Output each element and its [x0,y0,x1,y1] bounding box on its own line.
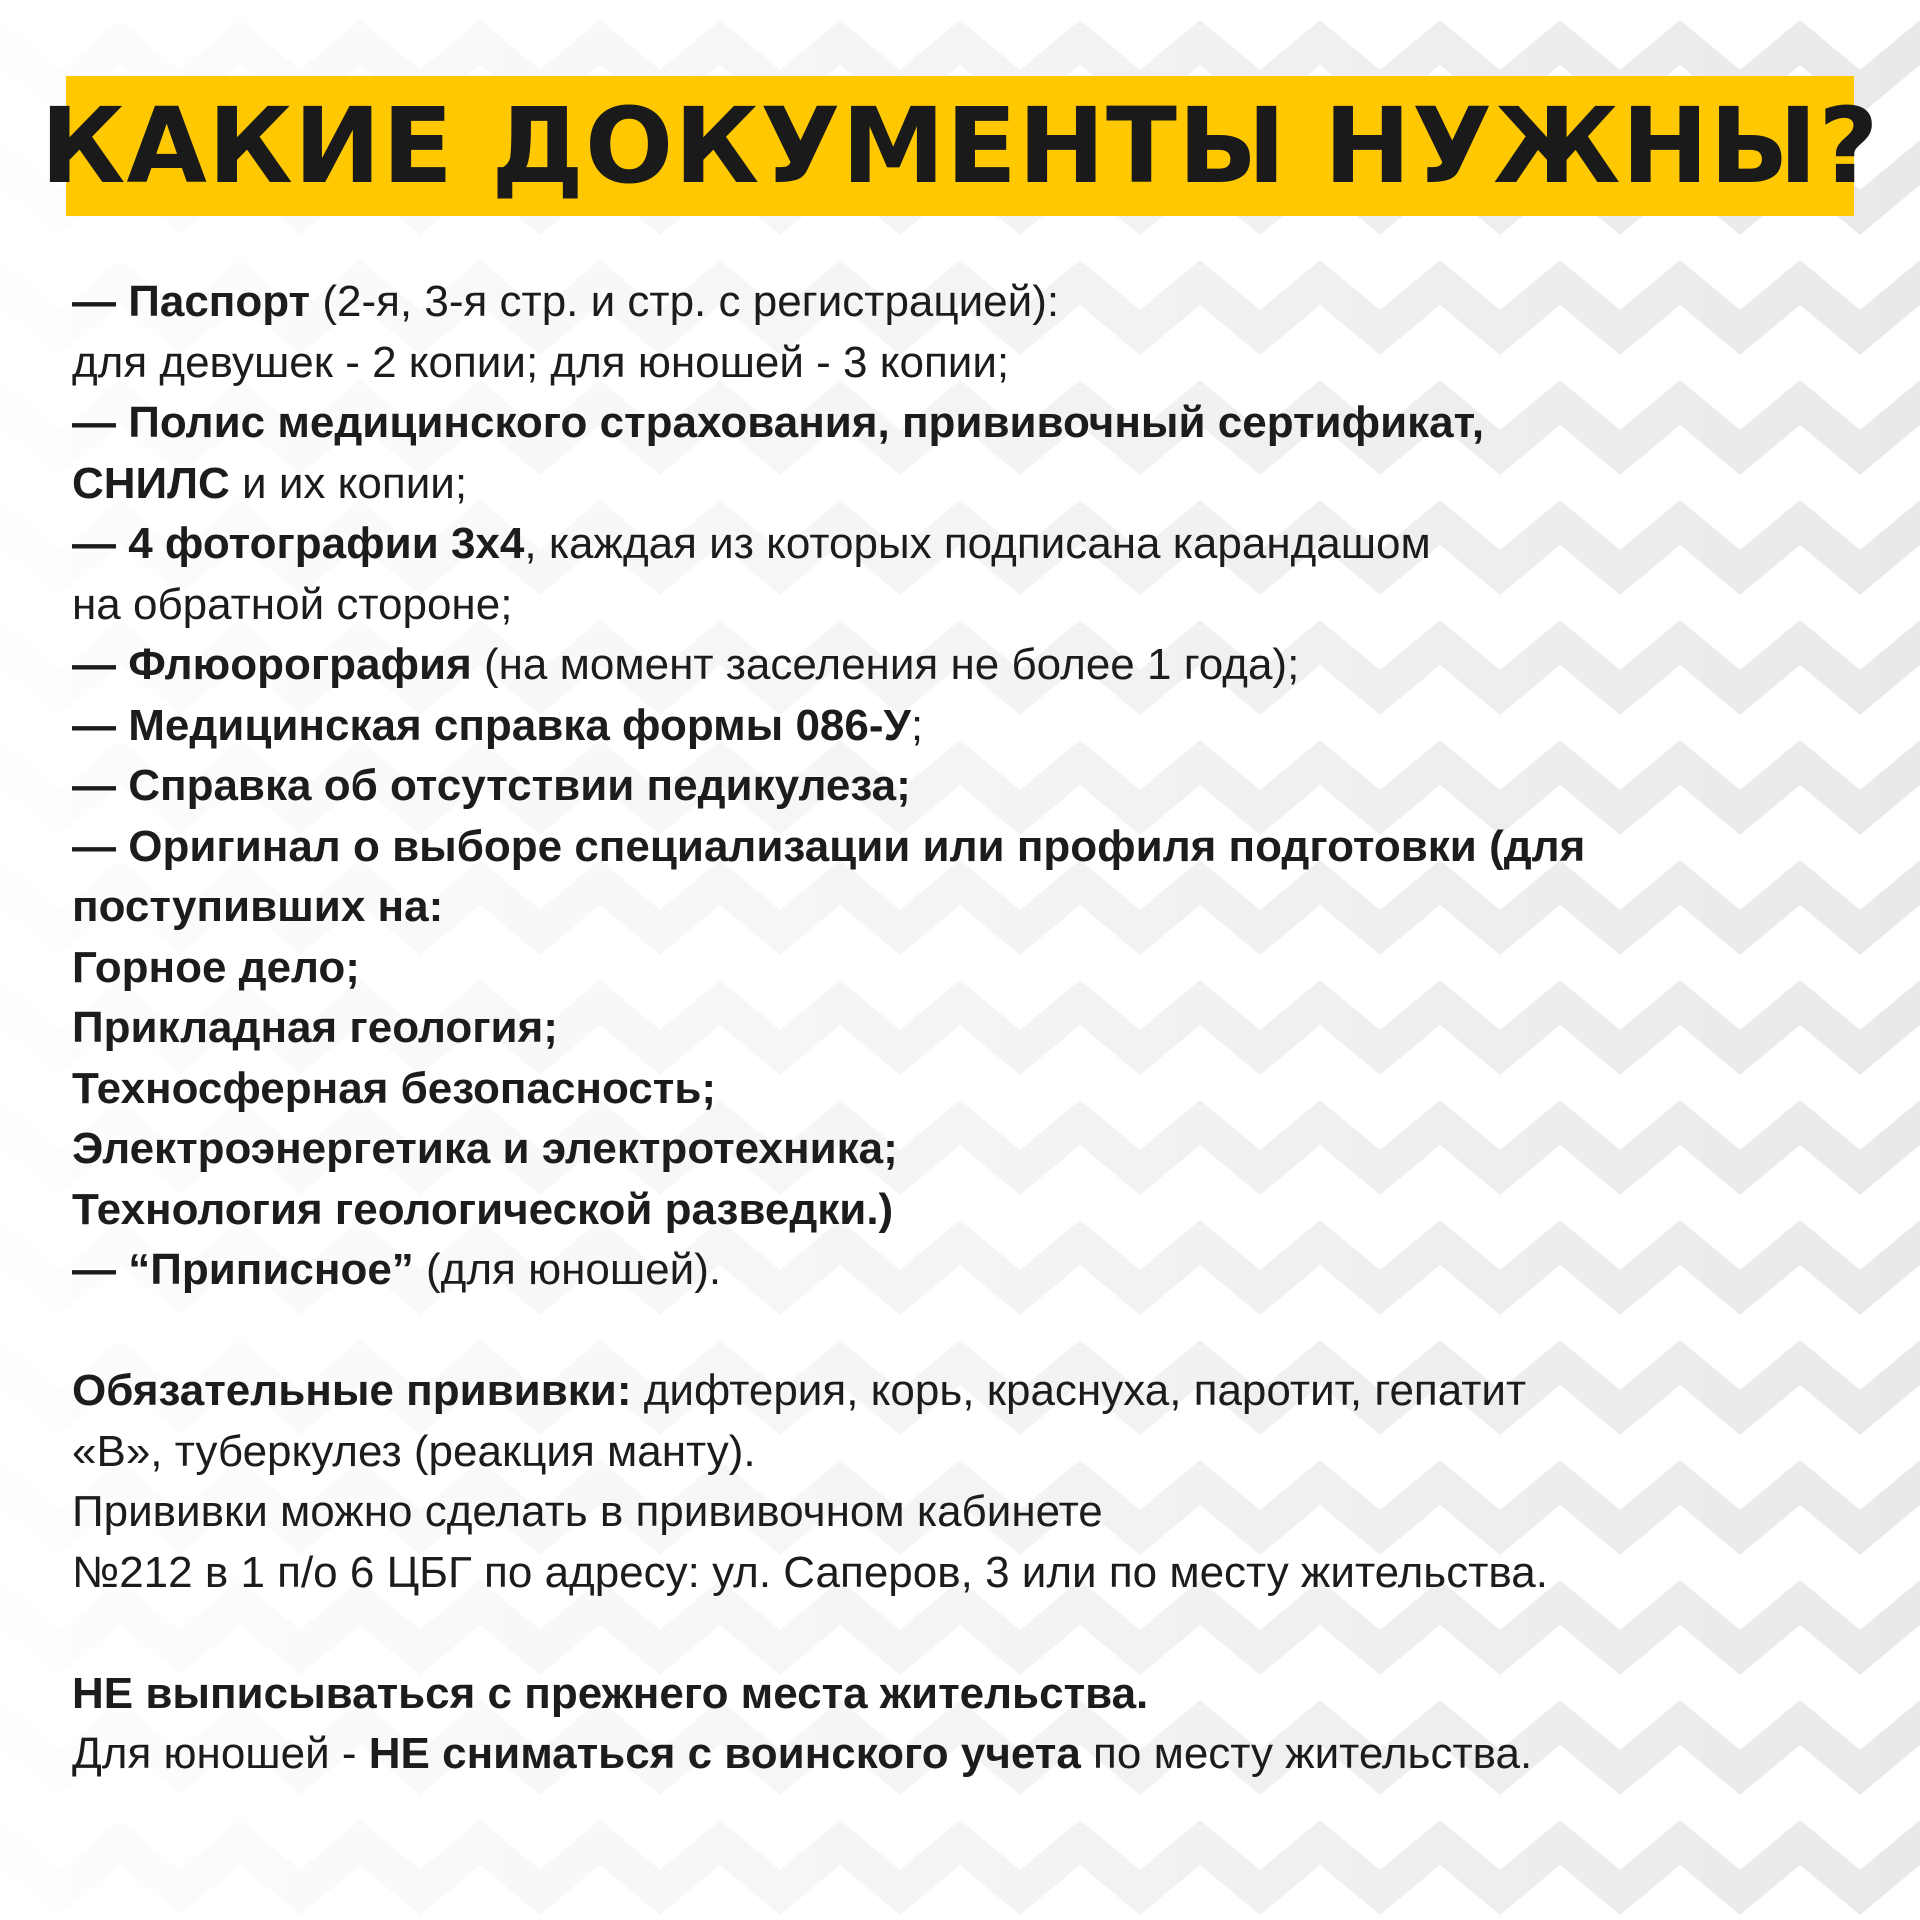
snils-label: СНИЛС [72,458,230,508]
vaccinations-list: дифтерия, корь, краснуха, паротит, гепатит [631,1366,1527,1415]
photos-label: — 4 фотографии 3х4 [72,519,525,568]
vaccinations-line-1 [72,1361,1862,1422]
fluorography-label: — Флюорография [72,640,472,689]
passport-line [72,272,1862,333]
vaccinations-where-line-2: №212 в 1 п/о 6 ЦБГ по адресу: ул. Саперов, 3 или по месту жительства. [72,1547,1548,1597]
spacer [72,1603,1862,1664]
polis-line: — Полис медицинского страхования, прививочный сертификат, [72,398,1485,447]
passport-detail: (2-я, 3-я стр. и стр. с регистрацией): [310,277,1060,326]
warning-military-registration: НЕ сниматься с воинского учета [368,1729,1081,1778]
title-banner [40,76,1880,216]
vaccinations-label: Обязательные прививки: [72,1366,632,1415]
specialization-item: Прикладная геология; [72,1003,558,1052]
snils-line [72,454,1862,515]
specialization-item: Технология геологической разведки.) [72,1184,894,1234]
snils-detail: и их копии; [229,458,468,508]
photos-detail: , каждая из которых подписана карандашом [524,519,1431,568]
fluorography-line [72,635,1862,696]
spacer [72,1301,1862,1362]
passport-dash: — [72,277,129,326]
medical-certificate-line [72,696,1862,757]
photos-line [72,514,1862,575]
pripisnoe-label: — “Приписное” [72,1245,414,1294]
passport-label: Паспорт [128,277,311,326]
photos-line-2: на обратной стороне; [72,579,513,629]
passport-copies-line: для девушек - 2 копии; для юношей - 3 копии; [72,337,1010,387]
vaccinations-where-line-1: Прививки можно сделать в прививочном кабинете [72,1487,1103,1536]
fluorography-detail: (на момент заселения не более 1 года); [471,640,1300,689]
documents-content [72,272,1862,1785]
specialization-item: Электроэнергетика и электротехника; [72,1124,898,1173]
page-title: КАКИЕ ДОКУМЕНТЫ НУЖНЫ? [40,85,1880,207]
pediculosis-line: — Справка об отсутствии педикулеза; [72,761,911,810]
medical-certificate-detail: ; [910,700,924,750]
original-line-1: — Оригинал о выборе специализации или профиля подготовки (для [72,821,1586,871]
vaccinations-line-2: «В», туберкулез (реакция манту). [72,1426,756,1476]
specialization-item: Техносферная безопасность; [72,1063,717,1113]
original-line-2: поступивших на: [72,882,444,931]
medical-certificate-label: — Медицинская справка формы 086-У [72,700,911,750]
warning-line-2 [72,1724,1862,1785]
warning-suffix: по месту жительства. [1080,1729,1533,1778]
warning-line-1: НЕ выписываться с прежнего места жительства. [72,1668,1149,1718]
pripisnoe-detail: (для юношей). [413,1245,722,1294]
warning-prefix: Для юношей - [72,1729,369,1778]
pripisnoe-line [72,1240,1862,1301]
specialization-item: Горное дело; [72,942,360,992]
